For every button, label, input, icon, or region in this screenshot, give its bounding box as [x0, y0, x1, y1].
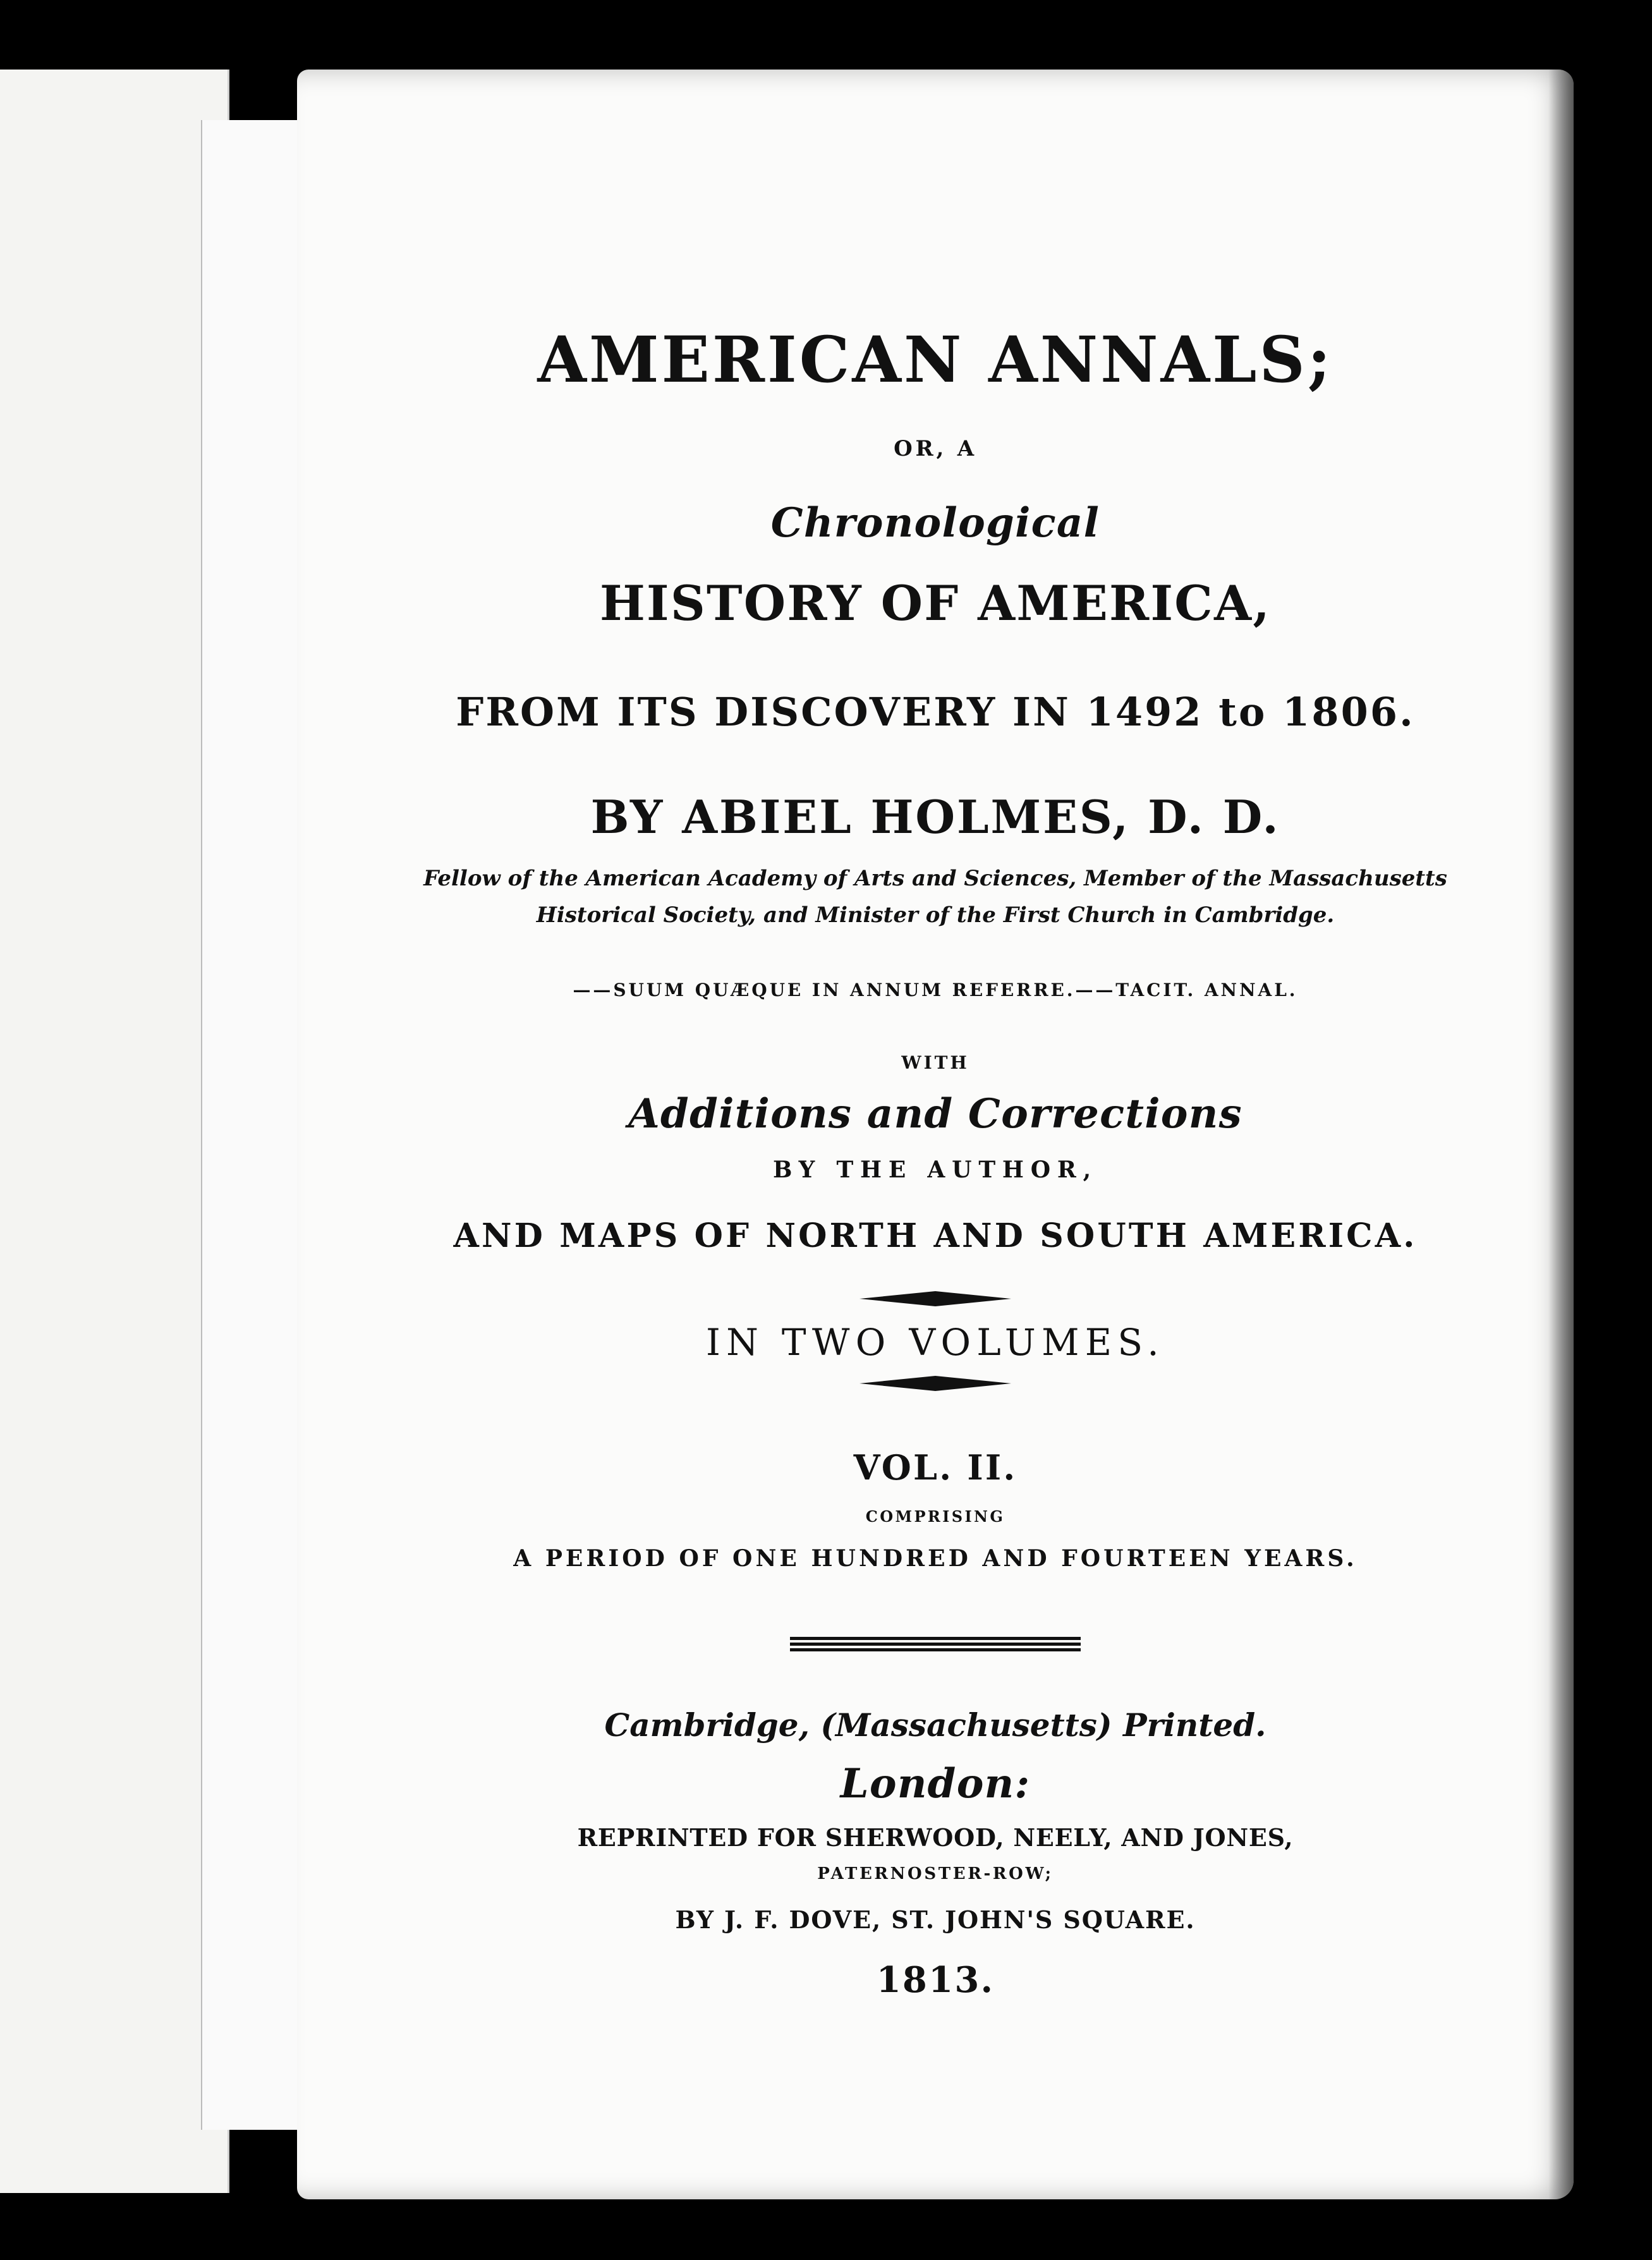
chronological-line: Chronological — [770, 499, 1100, 547]
paternoster-line: PATERNOSTER-ROW; — [817, 1864, 1054, 1883]
london-line: London: — [840, 1760, 1031, 1807]
motto-line: ——SUUM QUÆQUE IN ANNUM REFERRE.——TACIT. ANNAL. — [573, 980, 1298, 1000]
maps-line: AND MAPS OF NORTH AND SOUTH AMERICA. — [453, 1217, 1418, 1255]
flyleaf — [0, 70, 229, 2193]
dove-line: BY J. F. DOVE, ST. JOHN'S SQUARE. — [675, 1905, 1196, 1934]
volumes-line: IN TWO VOLUMES. — [705, 1321, 1165, 1364]
year-line: 1813. — [876, 1959, 995, 2001]
history-title: HISTORY OF AMERICA, — [599, 575, 1272, 631]
title-page — [297, 70, 1574, 2199]
reprinted-line: REPRINTED FOR SHERWOOD, NEELY, AND JONES, — [577, 1823, 1294, 1852]
double-rule — [790, 1637, 1081, 1651]
additions-line: Additions and Corrections — [628, 1090, 1242, 1138]
affiliation-line-1: Fellow of the American Academy of Arts and Sciences, Member of the Massachusetts — [423, 866, 1447, 891]
author-line: BY ABIEL HOLMES, D. D. — [590, 790, 1280, 844]
diamond-rule-top-icon — [859, 1289, 1011, 1308]
main-title: AMERICAN ANNALS; — [537, 322, 1333, 397]
comprising-line: COMPRISING — [865, 1507, 1005, 1526]
volume-number: VOL. II. — [853, 1447, 1017, 1488]
cambridge-line: Cambridge, (Massachusetts) Printed. — [604, 1706, 1266, 1744]
period-line: A PERIOD OF ONE HUNDRED AND FOURTEEN YEARS. — [513, 1545, 1357, 1572]
or-a-line: OR, A — [894, 436, 977, 461]
affiliation-line-2: Historical Society, and Minister of the First Church in Cambridge. — [536, 902, 1335, 928]
diamond-rule-bottom-icon — [859, 1374, 1011, 1393]
with-line: WITH — [901, 1052, 969, 1073]
discovery-line: FROM ITS DISCOVERY IN 1492 to 1806. — [456, 689, 1415, 735]
by-the-author-line: BY THE AUTHOR, — [773, 1157, 1098, 1183]
